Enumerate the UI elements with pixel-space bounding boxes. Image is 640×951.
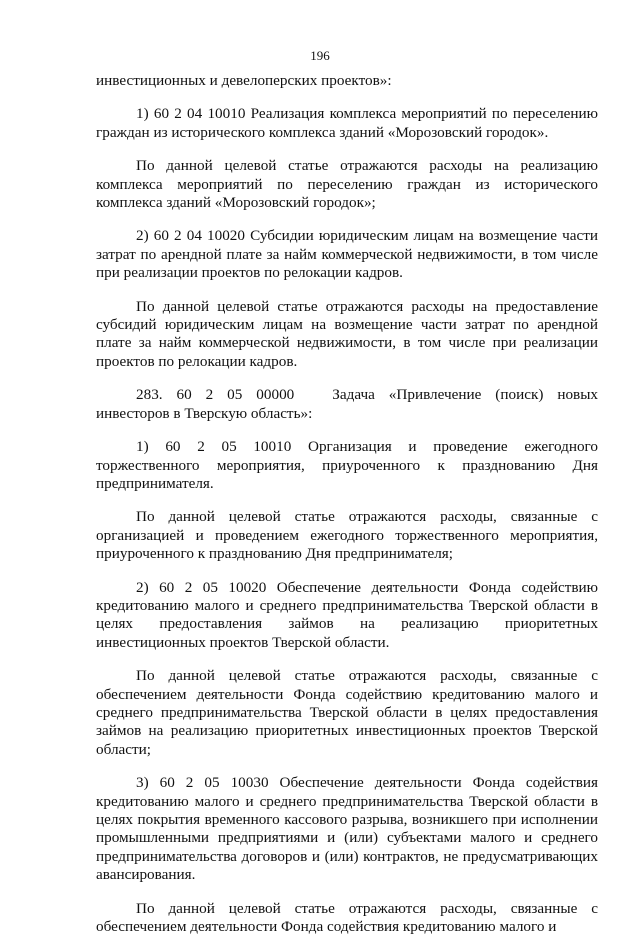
document-body: [96, 72, 598, 951]
paragraph-continuation: инвестиционных и девелоперских проектов»:: [96, 72, 392, 89]
page-number: 196: [310, 48, 330, 63]
paragraph-item-60-2-04-10020: 2) 60 2 04 10020 Субсидии юридическим лицам на возмещение части затрат по арендной плате за найм коммерческой недвижимости, в том числе при реализации проектов по релокации кадров.: [96, 227, 598, 282]
paragraph-item-60-2-04-10010: 1) 60 2 04 10010 Реализация комплекса мероприятий по переселению граждан из исторического комплекса зданий «Морозовский городок».: [96, 105, 598, 141]
task-code: 283. 60 2 05 00000: [136, 386, 295, 404]
paragraph-item-60-2-05-10010: 1) 60 2 05 10010 Организация и проведение ежегодного торжественного мероприятия, приуроченного к празднованию Дня предпринимателя.: [96, 438, 598, 492]
paragraph-description: По данной целевой статье отражаются расходы на реализацию комплекса мероприятий по переселению граждан из исторического комплекса зданий «Морозовский городок»;: [96, 157, 598, 212]
paragraph-description: По данной целевой статье отражаются расходы, связанные с обеспечением деятельности Фонда содействия кредитованию малого и: [96, 899, 598, 936]
paragraph-task-283: [96, 386, 598, 423]
paragraph-item-60-2-05-10020: 2) 60 2 05 10020 Обеспечение деятельности Фонда содействию кредитованию малого и среднего предпринимательства Тверской области в целях предоставления займов на реализацию приоритетных инвестиционных проектов Тверской области.: [96, 578, 598, 651]
task-title: Задача «Привлечение (поиск) новых инвесторов в Тверскую область»:: [96, 386, 599, 422]
paragraph-description: По данной целевой статье отражаются расходы, связанные с обеспечением деятельности Фонда содействию кредитованию малого и среднего предпринимательства Тверской области в целях предоставления займов на реализацию приоритетных инвестиционных проектов Тверской области;: [96, 667, 598, 758]
paragraph-item-60-2-05-10030: 3) 60 2 05 10030 Обеспечение деятельности Фонда содействия кредитованию малого и среднего предпринимательства Тверской области в целях покрытия временного кассового разрыва, возникшего при исполнении промышленными предприятиями и (или) субъектами малого и среднего предпринимательства договоров и (или) контрактов, не предусматривающих авансирования.: [96, 774, 598, 884]
paragraph-description: По данной целевой статье отражаются расходы, связанные с организацией и проведением ежегодного торжественного мероприятия, приуроченного к празднованию Дня предпринимателя;: [96, 508, 598, 563]
paragraph-description: По данной целевой статье отражаются расходы на предоставление субсидий юридическим лицам на возмещение части затрат по арендной плате за найм коммерческой недвижимости, в том числе при реализации проектов по релокации кадров.: [96, 297, 598, 370]
